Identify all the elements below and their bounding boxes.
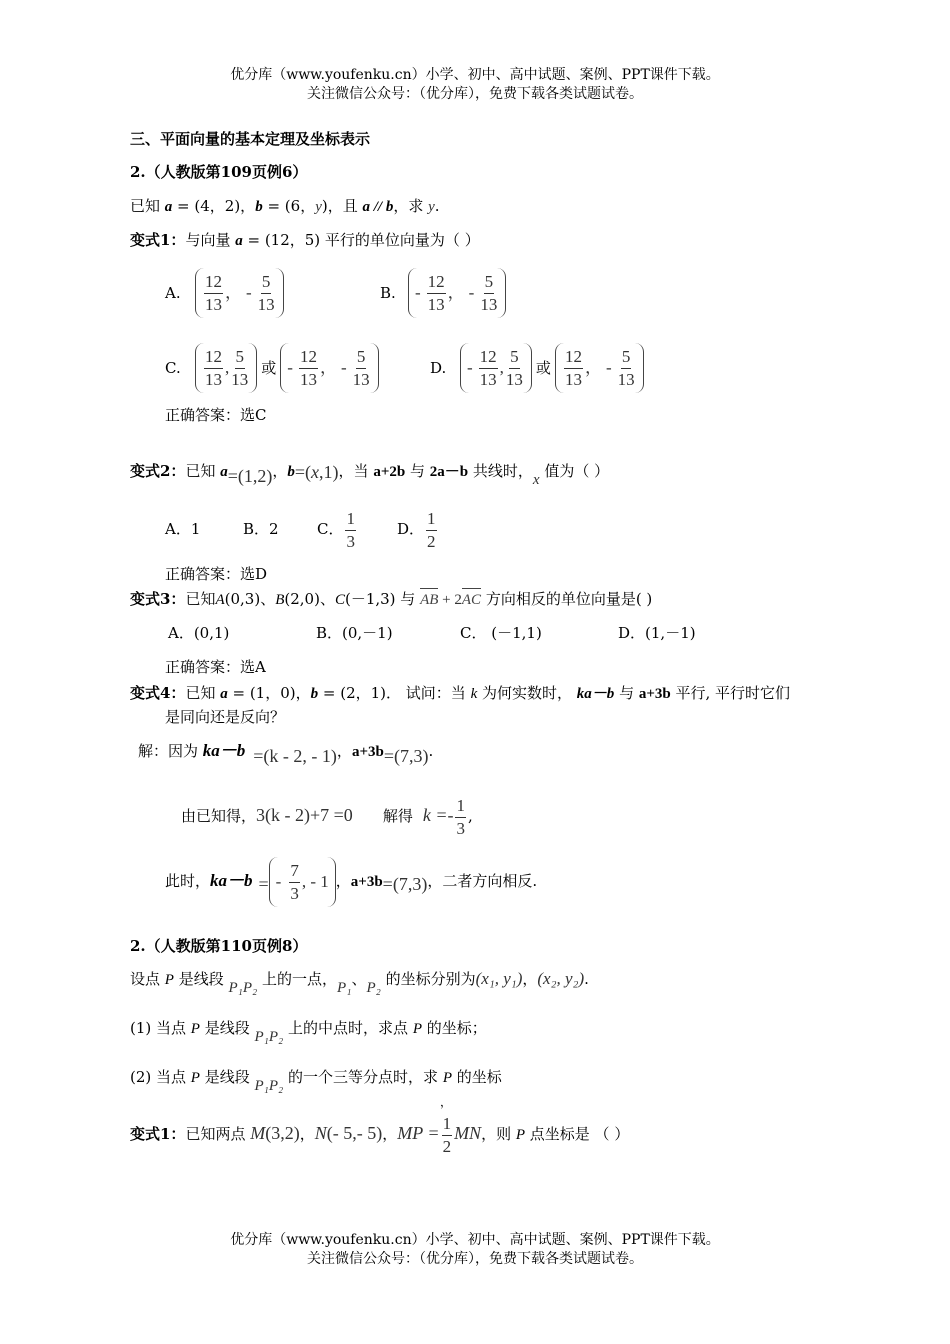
fraction — [353, 346, 370, 391]
text: + 2 — [438, 592, 462, 608]
text: 是线段 — [199, 1068, 255, 1086]
variant-2-question — [130, 460, 610, 488]
variant-label: 变式2： — [130, 462, 186, 480]
denominator: 13 — [352, 369, 370, 389]
text: 设点 — [130, 970, 165, 988]
solution-line-3 — [165, 855, 537, 907]
denominator: 13 — [505, 369, 523, 389]
segment-p1p2: P₁P₂ — [228, 980, 258, 996]
option-b[interactable]: B．2 — [243, 520, 279, 538]
option-label: D. — [430, 359, 447, 377]
variant-1-answer: 正确答案：选C — [165, 406, 267, 424]
text: ，则 — [481, 1125, 516, 1143]
text: ，当 — [338, 462, 374, 480]
numerator: 5 — [621, 346, 632, 369]
text: 的坐标分别为 — [380, 970, 476, 988]
point-p: P — [442, 1070, 452, 1086]
numerator: 1 — [442, 1113, 453, 1136]
vector-mn: MN — [454, 1123, 482, 1143]
expression: ka－b — [576, 686, 615, 702]
text: (1) 当点 — [130, 1019, 191, 1037]
stray-comma: ， — [440, 1095, 453, 1109]
text: ， — [299, 1125, 315, 1143]
var-y: y — [315, 199, 322, 215]
coordinate-m: (3,2) — [265, 1123, 300, 1143]
text: 点坐标是 （ ） — [525, 1125, 630, 1143]
text: ， — [336, 742, 352, 760]
comma: ， — [447, 283, 465, 302]
option-label: B. — [380, 284, 396, 302]
comma: ， — [319, 358, 337, 377]
variant-2-answer: 正确答案：选D — [165, 565, 268, 583]
text: . — [428, 742, 434, 760]
footer-line-1: 优分库（www.youfenku.cn）小学、初中、高中试题、案例、PPT课件下载。 — [230, 1232, 720, 1248]
denominator: 13 — [205, 294, 222, 314]
denominator: 13 — [427, 294, 445, 314]
text: )，且 — [321, 197, 363, 215]
text: 解：因为 — [138, 742, 203, 760]
numerator: 5 — [356, 346, 367, 369]
vector-a: a — [220, 464, 228, 480]
option-label: A. — [165, 284, 181, 302]
footer-line-2: 关注微信公众号：（优分库），免费下载各类试题试卷。 — [307, 1251, 643, 1267]
example-8-title: 2.（人教版第110页例8） — [130, 937, 308, 955]
text: . — [434, 197, 440, 215]
point-n: N — [314, 1123, 327, 1143]
text: 与 — [395, 590, 421, 608]
option-label: D． — [397, 520, 425, 538]
vector-mp: MP = — [397, 1123, 440, 1143]
fraction — [231, 346, 248, 391]
denominator: 13 — [480, 294, 498, 314]
text: , — [467, 807, 473, 825]
option-c-vector-1: $\frac{12}{13}$ , $\frac{5}{13}$ — [195, 343, 257, 393]
fraction — [204, 271, 223, 316]
expression: a+3b — [350, 874, 383, 890]
text: 、 — [319, 590, 335, 608]
text: = (6， — [262, 197, 316, 215]
expression-value: =(7,3) — [383, 746, 429, 766]
or-text: 或 — [535, 359, 551, 377]
text: 已知 — [130, 197, 165, 215]
expression: a+2b — [373, 464, 406, 480]
minus: - — [467, 358, 473, 377]
variant-label: 变式1： — [130, 1125, 186, 1143]
text: (2) 当点 — [130, 1068, 191, 1086]
text: 是线段 — [173, 970, 229, 988]
denominator: 13 — [257, 294, 275, 314]
numerator: 1 — [455, 795, 466, 818]
variant-label: 变式1： — [130, 231, 186, 249]
numerator: 7 — [289, 860, 300, 883]
option-b[interactable] — [380, 268, 506, 318]
comma: ， — [584, 358, 602, 377]
denominator: 13 — [564, 369, 582, 389]
denominator: 3 — [456, 818, 465, 838]
vector-a: a — [164, 199, 173, 215]
expression: ka－b — [210, 871, 253, 890]
text: 上的中点时，求点 — [283, 1019, 413, 1037]
var-y: y — [428, 199, 435, 215]
header-line-1: 优分库（www.youfenku.cn）小学、初中、高中试题、案例、PPT课件下载。 — [230, 67, 720, 83]
numerator: 1 — [345, 508, 356, 531]
variant-3-answer: 正确答案：选A — [165, 658, 266, 676]
text: = (2，1)． 试问：当 — [318, 684, 471, 702]
option-a[interactable] — [165, 268, 284, 318]
numerator: 1 — [426, 508, 437, 531]
expression-value: =(k - 2, - 1) — [253, 746, 337, 766]
section-title: 三、平面向量的基本定理及坐标表示 — [130, 130, 371, 148]
text: ， — [335, 872, 351, 890]
fraction — [455, 795, 466, 840]
text: ，求 — [393, 197, 429, 215]
expression: 2a－b — [429, 464, 469, 480]
text: 的坐标 — [452, 1068, 502, 1086]
minus: - — [340, 358, 347, 377]
variant-1-question — [130, 230, 480, 251]
variant-label: 变式4： — [130, 684, 186, 702]
option-d-vector-2 — [555, 343, 644, 393]
fraction — [506, 346, 523, 391]
point-p2: P₂ — [366, 980, 381, 996]
text: 已知 — [185, 590, 216, 608]
option-label: C. — [165, 359, 181, 377]
option-b[interactable]: B．(0,－1) — [316, 624, 393, 642]
minus: - — [275, 872, 282, 891]
text: = — [258, 874, 269, 894]
page-footer — [0, 1231, 950, 1269]
denominator: 13 — [617, 369, 635, 389]
text: ,1) — [319, 462, 339, 482]
vector-ac: AC — [462, 588, 481, 610]
point-m: M — [250, 1123, 266, 1143]
numerator: 12 — [299, 346, 318, 369]
option-a[interactable]: A．(0,1) — [168, 624, 230, 642]
or-text: 或 — [261, 359, 277, 377]
option-c[interactable] — [165, 343, 379, 393]
text: (0,3) — [224, 590, 261, 608]
variant-label: 变式3： — [130, 590, 186, 608]
text: 与 — [405, 462, 430, 480]
coordinate-p2: (x₂, y₂) — [537, 969, 585, 988]
equation: 3(k - 2)+7 =0 — [256, 805, 353, 825]
option-a[interactable]: A．1 — [165, 520, 201, 538]
minus: - — [468, 283, 475, 302]
fraction — [258, 271, 275, 316]
text: = (12，5) 平行的单位向量为（ ） — [242, 231, 480, 249]
text: 、 — [351, 970, 367, 988]
option-d[interactable]: D．(1,－1) — [618, 624, 696, 642]
fraction — [204, 346, 223, 391]
denominator: 13 — [299, 369, 317, 389]
point-p: P — [515, 1127, 526, 1143]
var-k: k — [470, 686, 478, 702]
coordinate-n: (- 5,- 5) — [326, 1123, 383, 1143]
text: 、 — [260, 590, 276, 608]
text: 方向相反的单位向量是( ) — [481, 590, 653, 608]
denominator: 2 — [442, 1136, 452, 1156]
denominator: 13 — [479, 369, 497, 389]
solution-line-1 — [138, 737, 433, 765]
point-p: P — [190, 1021, 200, 1037]
text: 已知两点 — [185, 1125, 251, 1143]
denominator: 13 — [231, 369, 249, 389]
vector-value — [269, 857, 336, 907]
numerator: 5 — [235, 346, 246, 369]
option-c[interactable] — [317, 505, 397, 553]
text: ， — [522, 970, 538, 988]
text: ， — [382, 1125, 398, 1143]
vector-b: b — [255, 199, 263, 215]
text: (－1,3) — [344, 590, 396, 608]
point-b: B — [275, 592, 285, 608]
fraction — [564, 346, 583, 391]
vector-a: a — [235, 233, 243, 249]
text: (2,0) — [284, 590, 320, 608]
option-a-vector — [195, 268, 284, 318]
option-b-vector — [408, 268, 506, 318]
text: 上的一点， — [257, 970, 338, 988]
text: 值为（ ） — [539, 462, 610, 480]
text: . — [584, 970, 589, 988]
header-line-2: 关注微信公众号：（优分库），免费下载各类试题试卷。 — [307, 86, 643, 102]
option-d-vector-1: - $\frac{12}{13}$ , $\frac{5}{13}$ — [460, 343, 532, 393]
variant-2-options — [165, 505, 439, 553]
denominator: 3 — [346, 531, 355, 551]
segment-p1p2: P₁P₂ — [254, 1078, 284, 1094]
fraction — [345, 508, 356, 553]
segment-p1p2: P₁P₂ — [254, 1029, 284, 1045]
text: 的坐标； — [422, 1019, 487, 1037]
coordinate-p1: (x₁, y₁) — [475, 969, 523, 988]
numerator: 5 — [484, 271, 495, 294]
fraction — [618, 346, 635, 391]
fraction — [289, 860, 300, 905]
text: 与向量 — [185, 231, 236, 249]
fraction — [442, 1113, 453, 1158]
example-6-question — [130, 196, 440, 217]
text: 的一个三等分点时，求 — [283, 1068, 443, 1086]
option-c-vector-2 — [280, 343, 378, 393]
fraction — [427, 271, 446, 316]
example-8-part-2 — [130, 1062, 502, 1093]
numerator: 12 — [479, 346, 498, 369]
example-8-question — [130, 964, 589, 995]
expression: ka－b — [202, 741, 246, 760]
point-a: A — [215, 592, 225, 608]
text: 共线时， — [468, 462, 533, 480]
option-d[interactable] — [397, 508, 439, 551]
parallel-condition: a // b — [362, 199, 394, 215]
variant-5-question — [130, 1110, 629, 1158]
numerator: 12 — [427, 271, 446, 294]
numerator: 12 — [204, 346, 223, 369]
text: ，二者方向相反. — [427, 872, 538, 890]
denominator: 3 — [290, 883, 299, 903]
variant-4-question — [130, 683, 790, 704]
variant-4-question-cont: 是同向还是反向？ — [165, 708, 286, 726]
minus: - — [287, 358, 293, 377]
var-x: x — [532, 472, 540, 488]
text: 解得 — [382, 807, 413, 825]
denominator: 2 — [427, 531, 436, 551]
fraction — [480, 271, 497, 316]
minus: - — [605, 358, 612, 377]
text: =( — [294, 462, 312, 482]
fraction — [299, 346, 318, 391]
variant-3-question — [130, 588, 652, 610]
example-8-part-1 — [130, 1013, 487, 1044]
numerator: 5 — [509, 346, 520, 369]
vector-ab: AB — [420, 588, 438, 610]
text: 此时， — [165, 872, 211, 890]
denominator: 13 — [205, 369, 222, 389]
vector-b: b — [287, 464, 295, 480]
fraction — [479, 346, 498, 391]
page-header — [0, 66, 950, 104]
fraction — [426, 508, 437, 553]
vector-a: a — [220, 686, 228, 702]
text: 是线段 — [199, 1019, 255, 1037]
option-c[interactable]: C． (－1,1) — [460, 624, 542, 642]
point-p: P — [412, 1021, 422, 1037]
expression: a+3b — [351, 744, 384, 760]
comma: ， — [225, 283, 242, 302]
text: ， — [272, 462, 288, 480]
numerator: 5 — [261, 271, 272, 294]
example-6-title: 2.（人教版第109页例6） — [130, 163, 308, 181]
numerator: 12 — [204, 271, 223, 294]
expression-value: =(7,3) — [382, 874, 428, 894]
var-x: x — [311, 462, 320, 482]
text: 已知 — [185, 684, 221, 702]
point-p: P — [164, 972, 174, 988]
text: = (4，2)， — [172, 197, 256, 215]
text: 平行, 平行时它们 — [670, 684, 791, 702]
point-c: C — [334, 592, 345, 608]
text: , - 1 — [301, 872, 329, 891]
vector-a-value: =(1,2) — [227, 466, 273, 486]
minus: - — [415, 283, 421, 302]
option-label: C． — [317, 520, 344, 538]
point-p: P — [190, 1070, 200, 1086]
solution-line-2 — [181, 792, 473, 840]
variant-3-options — [168, 623, 696, 643]
option-d[interactable] — [430, 343, 644, 393]
vector-b: b — [310, 686, 319, 702]
minus: - — [246, 283, 252, 302]
text: 由已知得， — [181, 807, 257, 825]
expression: a+3b — [638, 686, 671, 702]
text: 与 — [614, 684, 639, 702]
text: 已知 — [185, 462, 221, 480]
numerator: 12 — [564, 346, 583, 369]
text: = (1，0)， — [227, 684, 311, 702]
point-p1: P₁ — [337, 980, 352, 996]
text: 为何实数时， — [477, 684, 577, 702]
k-value: k =- — [422, 805, 454, 825]
